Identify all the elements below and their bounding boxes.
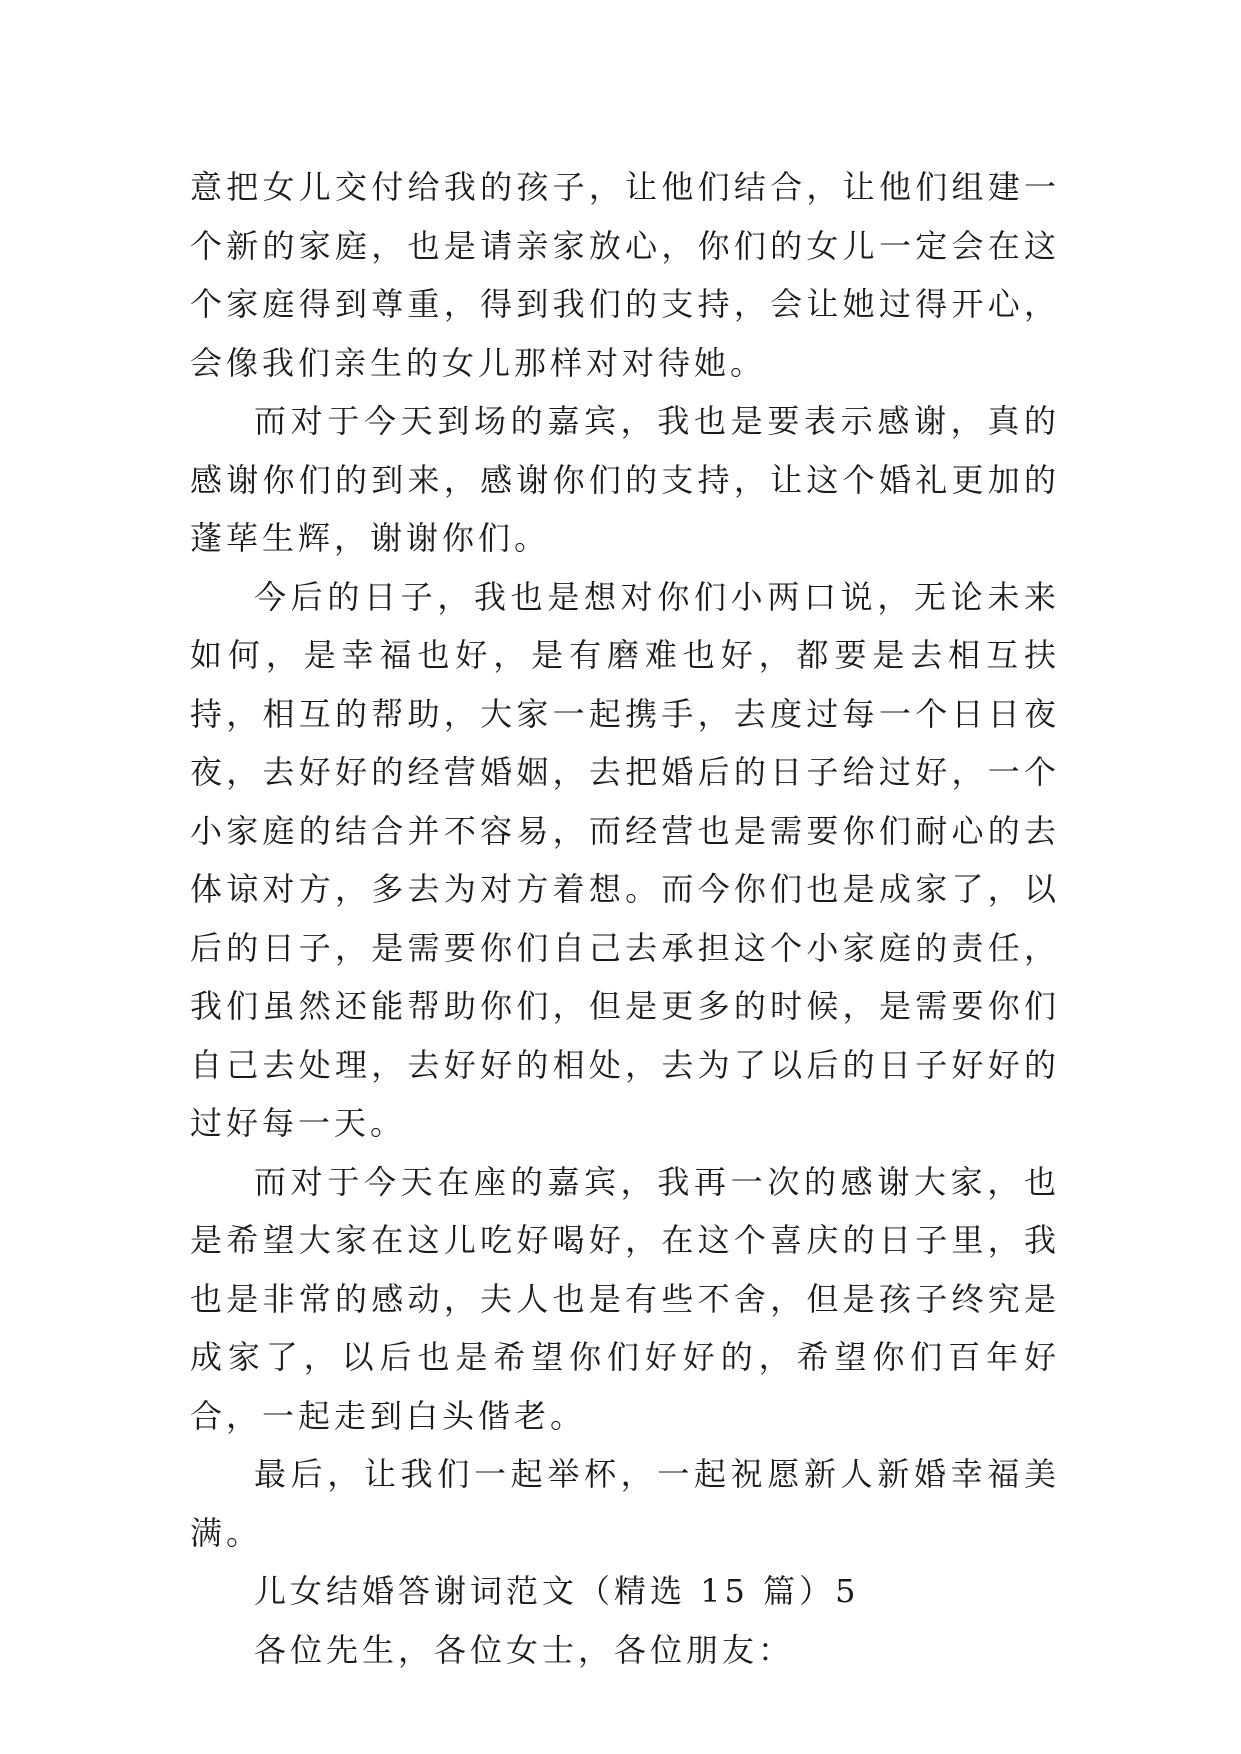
paragraph-4: 而对于今天在座的嘉宾，我再一次的感谢大家，也是希望大家在这儿吃好喝好，在这个喜庆的日子里，我也是非常的感动，夫人也是有些不舍，但是孩子终究是成家了，以后也是希望你们好好的，希望你们百年好合，一起走到白头偕老。 [190, 1162, 1060, 1435]
paragraph-2: 而对于今天到场的嘉宾，我也是要表示感谢，真的感谢你们的到来，感谢你们的支持，让这个婚礼更加的蓬荜生辉，谢谢你们。 [190, 402, 1060, 557]
salutation: 各位先生，各位女士，各位朋友： [254, 1630, 795, 1669]
paragraph-5: 最后，让我们一起举杯，一起祝愿新人新婚幸福美满。 [190, 1455, 1060, 1552]
document-body [190, 158, 1060, 1679]
paragraph-1: 意把女儿交付给我的孩子，让他们结合，让他们组建一个新的家庭，也是请亲家放心，你们的女儿一定会在这个家庭得到尊重，得到我们的支持，会让她过得开心，会像我们亲生的女儿那样对对待她。 [190, 168, 1060, 382]
section-heading: 儿女结婚答谢词范文（精选 15 篇）5 [254, 1572, 860, 1610]
paragraph-3: 今后的日子，我也是想对你们小两口说，无论未来如何，是幸福也好，是有磨难也好，都要是去相互扶持，相互的帮助，大家一起携手，去度过每一个日日夜夜，去好好的经营婚姻，去把婚后的日子给过好，一个小家庭的结合并不容易，而经营也是需要你们耐心的去体谅对方，多去为对方着想。而今你们也是成家了，以后的日子，是需要你们自己去承担这个小家庭的责任，我们虽然还能帮助你们，但是更多的时候，是需要你们自己去处理，去好好的相处，去为了以后的日子好好的过好每一天。 [190, 577, 1060, 1142]
